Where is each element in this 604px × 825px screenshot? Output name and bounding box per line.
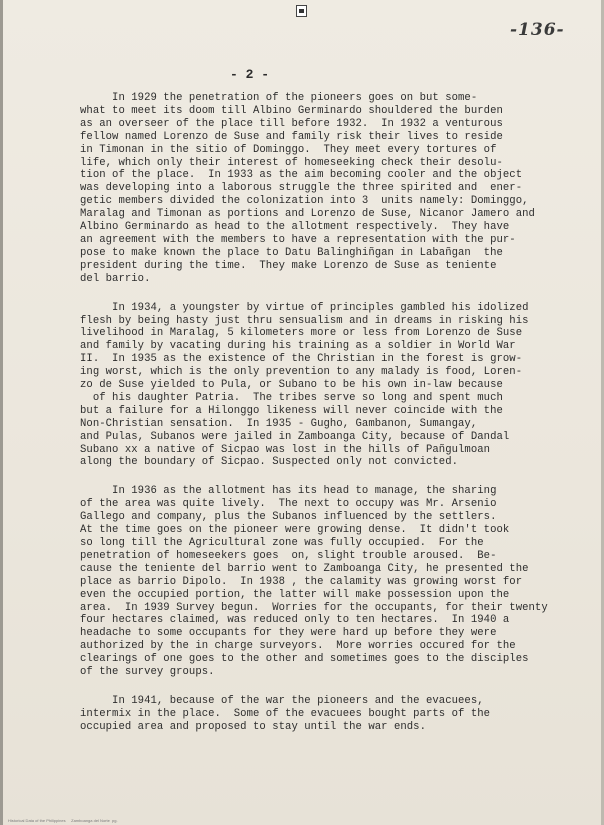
text-line: was developing into a laborous struggle the three spirited and ener- <box>80 182 523 195</box>
text-line: At the time goes on the pioneer were growing dense. It didn't took <box>80 524 510 537</box>
text-line: tion of the place. In 1933 as the aim becoming cooler and the object <box>80 169 523 182</box>
text-line: ing worst, which is the only prevention to any malady is food, Loren- <box>80 366 523 379</box>
text-line: clearings of one goes to the other and sometimes goes to the disciples <box>80 653 529 666</box>
text-line: along the boundary of Sicpao. Suspected only not convicted. <box>80 456 459 469</box>
text-line: of the survey groups. <box>80 666 215 679</box>
paragraph-2 <box>80 301 529 470</box>
text-line: of his daughter Patria. The tribes serve so long and spent much <box>80 391 503 404</box>
text-line: an agreement with the members to have a representation with the pur- <box>80 233 516 246</box>
text-line: penetration of homeseekers goes on, slight trouble aroused. Be- <box>80 549 497 562</box>
text-line: president during the time. They make Lorenzo de Suse as teniente <box>80 259 497 272</box>
page-number: - 2 - <box>230 67 270 82</box>
paragraph-3 <box>80 485 548 679</box>
text-line: occupied area and proposed to stay until the war ends. <box>80 720 426 733</box>
text-line: life, which only their interest of homeseeking check their desolu- <box>80 156 503 169</box>
text-line: In 1929 the penetration of the pioneers goes on but some- <box>80 92 478 104</box>
text-line: of the area was quite lively. The next to occupy was Mr. Arsenio <box>80 498 497 511</box>
text-line: Non-Christian sensation. In 1935 - Gugho, Gambanon, Sumangay, <box>80 417 478 430</box>
text-line: Gallego and company, plus the Subanos influenced by the settlers. <box>80 511 497 524</box>
text-line: in Timonan in the sitio of Dominggo. They meet every tortures of <box>80 143 497 156</box>
text-line: and Pulas, Subanos were jailed in Zamboanga City, because of Dandal <box>80 430 510 443</box>
text-line: what to meet its doom till Albino Germinardo shouldered the burden <box>80 104 503 117</box>
paragraph-4 <box>80 695 520 734</box>
text-line: Albino Germinardo as head to the allotment respectively. They have <box>80 221 510 234</box>
text-line: intermix in the place. Some of the evacuees bought parts of the <box>80 707 491 720</box>
text-line: Maralag and Timonan as portions and Lorenzo de Suse, Nicanor Jamero and <box>80 208 535 221</box>
text-line: even the occupied portion, the latter will make possession upon the <box>80 588 510 601</box>
text-line: In 1934, a youngster by virtue of principles gambled his idolized <box>80 301 529 314</box>
text-line: fellow named Lorenzo de Suse and family risk their lives to reside <box>80 130 503 143</box>
text-line: and family by vacating during his training as a soldier in World War <box>80 340 516 353</box>
text-line: so long till the Agricultural zone was fully occupied. For the <box>80 537 484 549</box>
text-line: headache to some occupants for they were hard up before they were <box>80 627 497 640</box>
text-line: place as barrio Dipolo. In 1938 , the calamity was growing worst for <box>80 575 523 588</box>
text-line: II. In 1935 as the existence of the Christian in the forest is grow- <box>80 353 523 366</box>
body-text <box>80 92 548 750</box>
text-line: getic members divided the colonization into 3 units namely: Dominggo, <box>80 195 529 208</box>
text-line: In 1936 as the allotment has its head to manage, the sharing <box>80 485 497 498</box>
paragraph-1 <box>80 92 535 286</box>
text-line: but a failure for a Hilonggo likeness will never coincide with the <box>80 404 503 417</box>
text-line: authorized by the in charge surveyors. More worries occured for the <box>80 640 516 653</box>
registration-mark-icon <box>296 5 307 17</box>
text-line: del barrio. <box>80 272 151 285</box>
text-line: cause the teniente del barrio went to Zamboanga City, he presented the <box>80 562 529 575</box>
text-line: In 1941, because of the war the pioneers and the evacuees, <box>80 694 484 707</box>
handwritten-folio-number: -136- <box>510 20 565 40</box>
text-line: livelihood in Maralag, 5 kilometers more or less from Lorenzo de Suse <box>80 327 523 340</box>
text-line: flesh by being hasty just thru sensualism and in dreams in risking his <box>80 314 529 327</box>
text-line: area. In 1939 Survey begun. Worries for the occupants, for their twenty <box>80 601 548 614</box>
text-line: zo de Suse yielded to Pula, or Subano to be his own in-law because <box>80 379 503 392</box>
text-line: Subano xx a native of Sicpao was lost in the hills of Pañgulmoan <box>80 443 491 456</box>
text-line: pose to make known the place to Datu Balinghiñgan in Labañgan the <box>80 246 503 259</box>
archive-footer: Historical Data of the Philippines Zamboanga del Norte pg. <box>8 818 118 823</box>
text-line: four hectares claimed, was reduced only to ten hectares. In 1940 a <box>80 614 510 627</box>
page-edge-left <box>0 0 3 825</box>
text-line: as an overseer of the place till before 1932. In 1932 a venturous <box>80 117 503 130</box>
